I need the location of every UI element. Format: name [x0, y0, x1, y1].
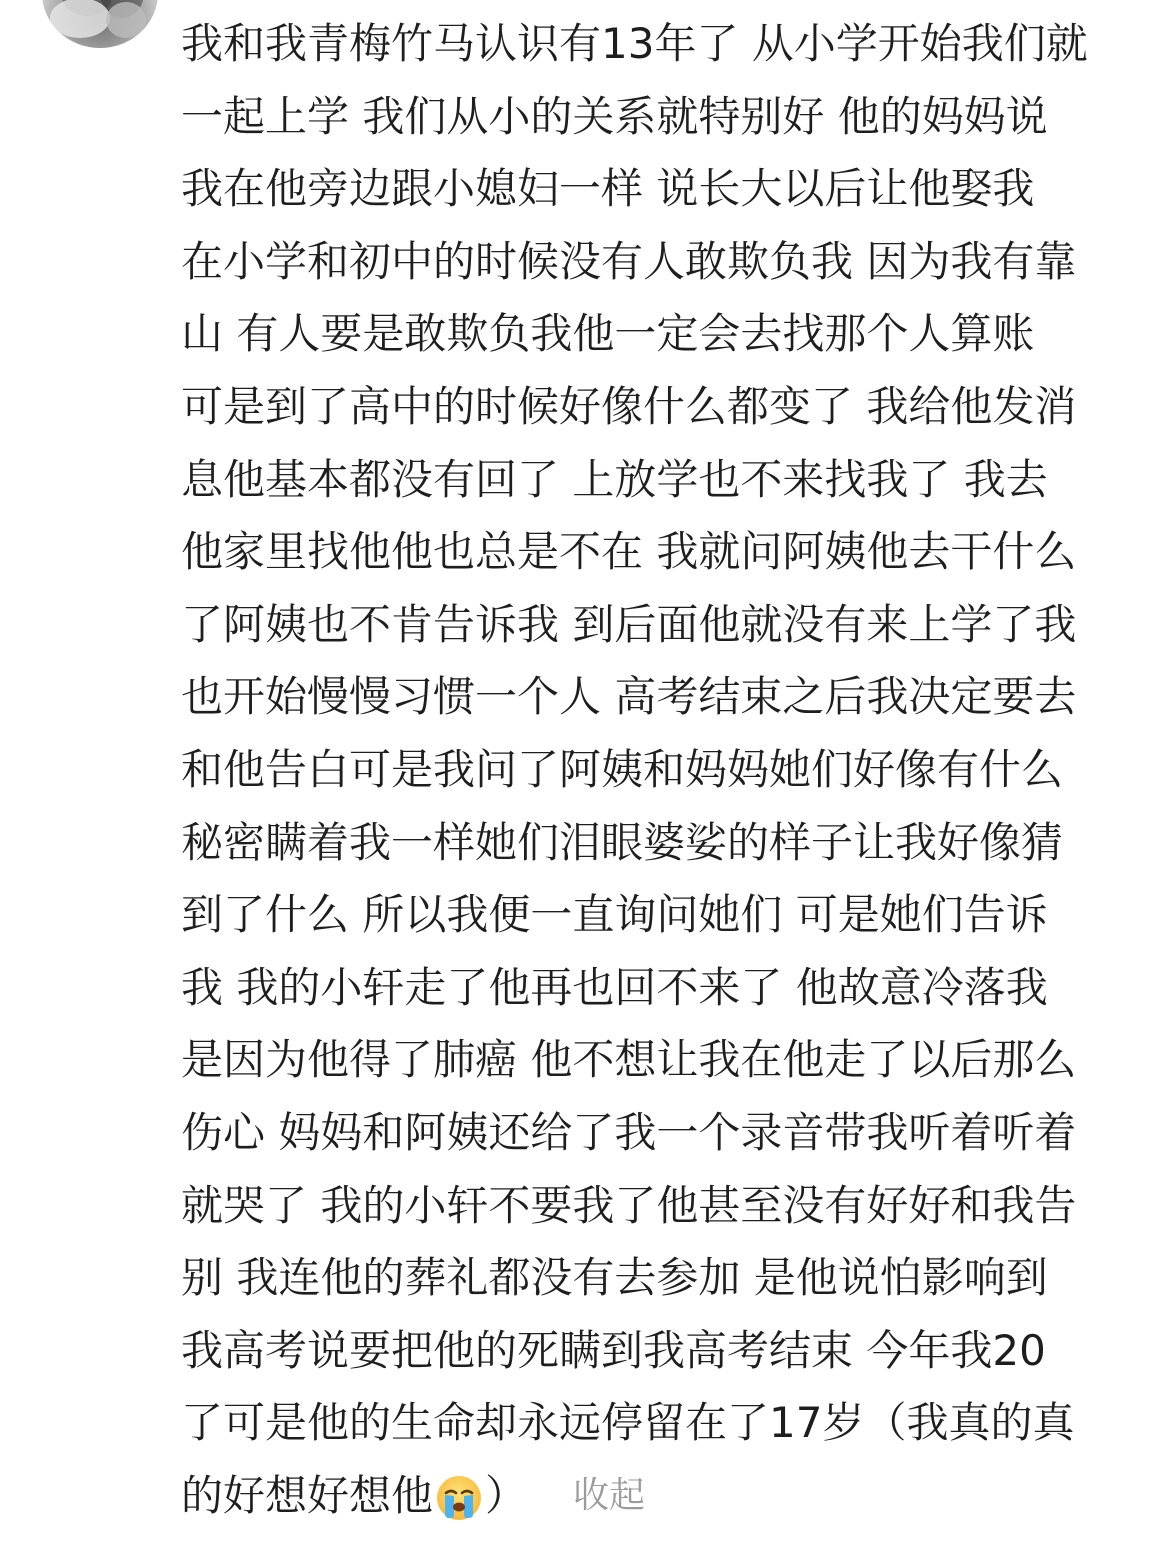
- comment-line: 也开始慢慢习惯一个人 高考结束之后我决定要去: [181, 672, 1077, 722]
- comment-line: 是因为他得了肺癌 他不想让我在他走了以后那么: [181, 1035, 1077, 1085]
- closing-parenthesis: ）: [485, 1470, 528, 1520]
- comment-line: 我在他旁边跟小媳妇一样 说长大以后让他娶我: [181, 164, 1035, 214]
- comment-line: 我高考说要把他的死瞒到我高考结束 今年我20: [181, 1325, 1046, 1375]
- comment-line: 可是到了高中的时候好像什么都变了 我给他发消: [181, 381, 1077, 431]
- comment-line: 我 我的小轩走了他再也回不来了 他故意冷落我: [181, 962, 1048, 1012]
- comment-line: 了阿姨也不肯告诉我 到后面他就没有来上学了我: [181, 599, 1077, 649]
- comment-line: 秘密瞒着我一样她们泪眼婆娑的样子让我好像猜: [181, 817, 1064, 867]
- comment-body: [181, 8, 1141, 1532]
- comment-line: 伤心 妈妈和阿姨还给了我一个录音带我听着听着: [181, 1107, 1077, 1157]
- comment-line-text: 的好想好想他: [181, 1470, 434, 1520]
- comment-line: 就哭了 我的小轩不要我了他甚至没有好好和我告: [181, 1180, 1077, 1230]
- comment-line: 别 我连他的葬礼都没有去参加 是他说怕影响到: [181, 1253, 1048, 1303]
- comment-line: 我和我青梅竹马认识有13年了 从小学开始我们就: [181, 19, 1088, 68]
- crying-face-emoji-icon: [435, 1472, 483, 1520]
- comment-line: 到了什么 所以我便一直询问她们 可是她们告诉: [181, 890, 1048, 940]
- comment-line: 和他告白可是我问了阿姨和妈妈她们好像有什么: [181, 744, 1064, 794]
- comment-line: 山 有人要是敢欺负我他一定会去找那个人算账: [181, 309, 1035, 359]
- comment-line: 息他基本都没有回了 上放学也不来找我了 我去: [181, 454, 1048, 504]
- comment-line: 他家里找他他也总是不在 我就问阿姨他去干什么: [181, 527, 1077, 577]
- comment-line: 了可是他的生命却永远停留在了17岁（我真的真: [181, 1398, 1075, 1448]
- comment-line: 一起上学 我们从小的关系就特别好 他的妈妈说: [181, 91, 1048, 141]
- collapse-button[interactable]: 收起: [573, 1474, 646, 1516]
- user-avatar[interactable]: [42, 0, 158, 48]
- comment-line: 在小学和初中的时候没有人敢欺负我 因为我有靠: [181, 236, 1077, 286]
- comment-last-line: [181, 1460, 1141, 1533]
